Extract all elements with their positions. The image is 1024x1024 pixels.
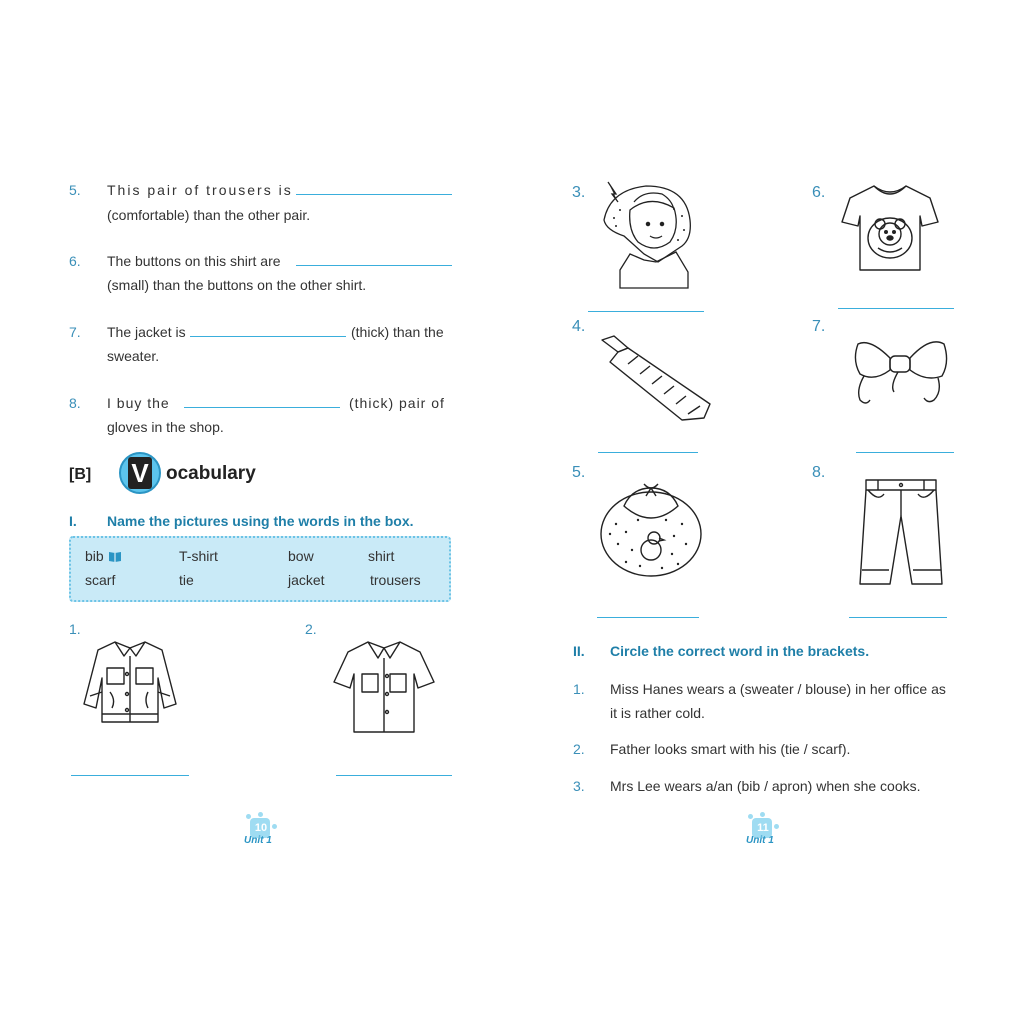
trousers-icon [856,476,946,588]
bow-icon [850,334,950,414]
answer-blank[interactable] [856,452,954,453]
picture-number: 7. [812,318,826,335]
word-bank-item[interactable]: tie [179,572,194,588]
scarf-girl-icon [600,180,700,290]
exercise-title: Circle the correct word in the brackets. [610,643,870,659]
bib-icon [596,480,706,580]
exercise-number: II. [573,643,585,659]
item-number: 8. [69,395,81,411]
sentence-text[interactable]: Father looks smart with his (tie / scarf). [610,741,851,757]
section-letter: V [131,458,149,488]
tshirt-icon [840,180,940,275]
sentence-text-after: (thick) than the [351,324,444,340]
section-label: [B] [69,466,92,483]
item-number: 3. [573,778,585,794]
picture-number: 2. [305,621,317,637]
sentence-continuation: (small) than the buttons on the other shirt. [107,277,367,293]
word-bank-item[interactable]: bow [288,548,314,564]
sentence-continuation: sweater. [107,348,160,364]
answer-blank[interactable] [849,617,947,618]
answer-blank[interactable] [588,311,704,312]
exercise-title: Name the pictures using the words in the box. [107,513,414,529]
exercise-number: I. [69,513,77,529]
item-number: 5. [69,182,81,198]
picture-number: 4. [572,318,586,335]
section-letter-badge [119,452,161,494]
unit-label: Unit 1 [746,835,774,846]
sentence [107,178,453,202]
picture-number: 3. [572,184,586,201]
sentence-text[interactable]: Miss Hanes wears a (sweater / blouse) in her office as [610,681,946,697]
page-number: 10 [254,822,268,834]
picture-number: 5. [572,464,586,481]
item-number: 1. [573,681,585,697]
sentence-text: The buttons on this shirt are [107,253,281,269]
sentence-continuation: (comfortable) than the other pair. [107,207,311,223]
page-number-badge [746,812,782,848]
book-icon [108,550,122,562]
sentence-text-after: (thick) pair of [349,395,445,411]
answer-blank[interactable] [190,336,346,337]
item-number: 6. [69,253,81,269]
word-bank-item[interactable]: jacket [288,572,325,588]
sentence-text: I buy the [107,395,170,411]
answer-blank[interactable] [296,194,452,195]
item-number: 7. [69,324,81,340]
sentence-text: The jacket is [107,324,186,340]
word-box [69,536,451,602]
picture-number: 1. [69,621,81,637]
sentence-continuation: it is rather cold. [610,705,705,721]
page-number: 11 [757,822,769,834]
answer-blank[interactable] [184,407,340,408]
item-number: 2. [573,741,585,757]
sentence-continuation: gloves in the shop. [107,419,224,435]
answer-blank[interactable] [838,308,954,309]
word-bank-item[interactable]: trousers [370,572,421,588]
picture-number: 8. [812,464,826,481]
shirt-icon [332,636,437,736]
answer-blank[interactable] [336,775,452,776]
unit-label: Unit 1 [244,835,272,846]
word-bank-item[interactable]: scarf [85,572,116,588]
sentence-text[interactable]: Mrs Lee wears a/an (bib / apron) when she cooks. [610,778,921,794]
sentence-text: This pair of trousers is [107,182,293,198]
picture-number: 6. [812,184,826,201]
page-number-badge [244,812,280,848]
word-bank-item[interactable]: shirt [368,548,395,564]
tie-icon [598,334,718,426]
answer-blank[interactable] [296,265,452,266]
section-title: ocabulary [166,463,256,484]
jacket-icon [80,634,180,729]
word-bank-item[interactable]: T-shirt [179,548,218,564]
answer-blank[interactable] [598,452,698,453]
answer-blank[interactable] [597,617,699,618]
word-bank-item[interactable]: bib [85,548,122,564]
answer-blank[interactable] [71,775,189,776]
